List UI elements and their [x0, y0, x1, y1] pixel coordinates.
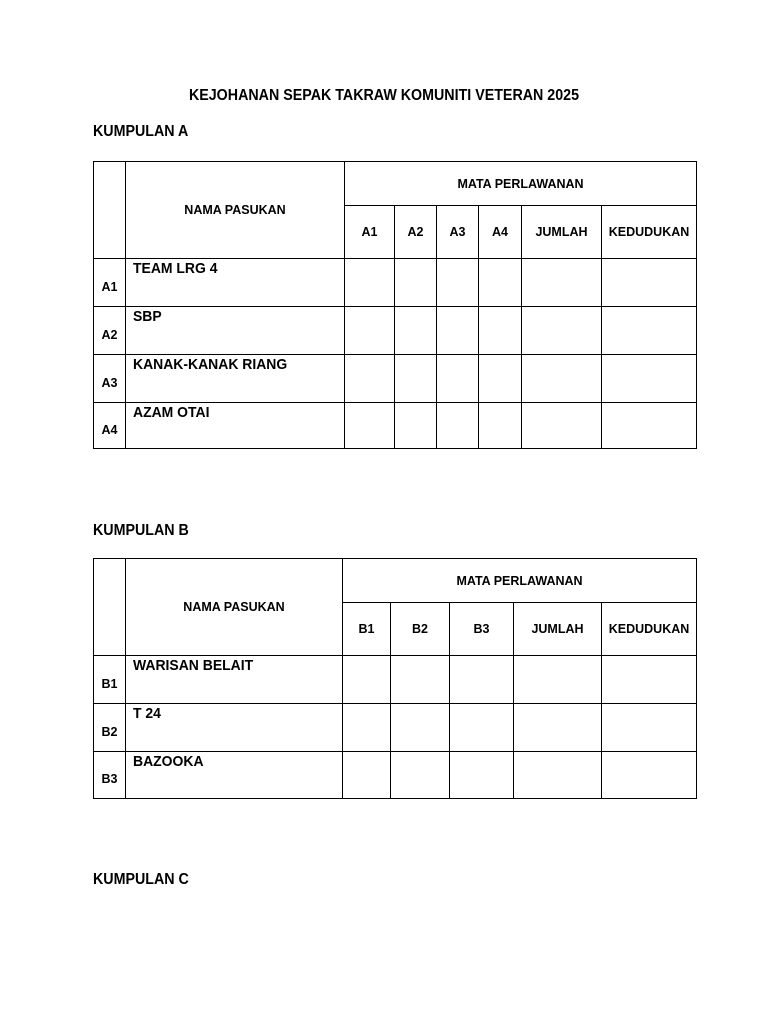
score-cell[interactable]	[437, 403, 479, 449]
column-header: B2	[391, 603, 450, 656]
table-row	[94, 704, 697, 752]
rank-cell[interactable]	[602, 752, 697, 799]
total-cell[interactable]	[522, 355, 602, 403]
score-cell[interactable]	[479, 403, 522, 449]
table-row	[94, 752, 697, 799]
column-header: B3	[450, 603, 514, 656]
matches-header: MATA PERLAWANAN	[345, 162, 697, 206]
document-title: KEJOHANAN SEPAK TAKRAW KOMUNITI VETERAN 2025	[188, 87, 580, 104]
team-code: B2	[94, 704, 126, 752]
group-b-table	[93, 558, 697, 799]
team-name: T 24	[133, 705, 161, 722]
score-cell[interactable]	[345, 307, 395, 355]
team-code: B1	[94, 656, 126, 704]
score-cell[interactable]	[395, 355, 437, 403]
team-code: A2	[94, 307, 126, 355]
rank-cell[interactable]	[602, 403, 697, 449]
rank-cell[interactable]	[602, 307, 697, 355]
header-row	[94, 559, 697, 603]
score-cell[interactable]	[391, 704, 450, 752]
table-row	[94, 355, 697, 403]
team-name: AZAM OTAI	[133, 404, 210, 421]
score-cell[interactable]	[437, 355, 479, 403]
team-code: A3	[94, 355, 126, 403]
team-code: B3	[94, 752, 126, 799]
rank-cell[interactable]	[602, 259, 697, 307]
column-header: A4	[479, 206, 522, 259]
score-cell[interactable]	[343, 656, 391, 704]
score-cell[interactable]	[391, 656, 450, 704]
team-code: A1	[94, 259, 126, 307]
score-cell[interactable]	[479, 355, 522, 403]
team-name: SBP	[133, 308, 162, 325]
team-code: A4	[94, 403, 126, 449]
score-cell[interactable]	[391, 752, 450, 799]
score-cell[interactable]	[345, 355, 395, 403]
team-column-header: NAMA PASUKAN	[126, 559, 343, 656]
team-name: BAZOOKA	[133, 753, 204, 770]
table-row	[94, 656, 697, 704]
group-b-heading: KUMPULAN B	[93, 522, 189, 539]
team-name: TEAM LRG 4	[133, 260, 218, 277]
score-cell[interactable]	[450, 656, 514, 704]
team-name: WARISAN BELAIT	[133, 657, 254, 674]
total-cell[interactable]	[522, 403, 602, 449]
table-row	[94, 259, 697, 307]
header-row	[94, 162, 697, 206]
score-cell[interactable]	[437, 307, 479, 355]
total-cell[interactable]	[522, 307, 602, 355]
score-cell[interactable]	[395, 403, 437, 449]
group-c-heading: KUMPULAN C	[93, 871, 189, 888]
column-header: B1	[343, 603, 391, 656]
column-header: A1	[345, 206, 395, 259]
score-cell[interactable]	[437, 259, 479, 307]
table-row	[94, 403, 697, 449]
score-cell[interactable]	[395, 307, 437, 355]
team-name: KANAK-KANAK RIANG	[133, 356, 288, 373]
matches-header: MATA PERLAWANAN	[343, 559, 697, 603]
table-row	[94, 307, 697, 355]
team-column-header: NAMA PASUKAN	[126, 162, 345, 259]
total-cell[interactable]	[514, 656, 602, 704]
group-a-table	[93, 161, 697, 449]
total-cell[interactable]	[514, 704, 602, 752]
total-cell[interactable]	[522, 259, 602, 307]
score-cell[interactable]	[345, 403, 395, 449]
score-cell[interactable]	[450, 752, 514, 799]
total-column-header: JUMLAH	[514, 603, 602, 656]
score-cell[interactable]	[479, 259, 522, 307]
rank-column-header: KEDUDUKAN	[602, 206, 697, 259]
corner-cell	[94, 559, 126, 656]
score-cell[interactable]	[479, 307, 522, 355]
column-header: A2	[395, 206, 437, 259]
score-cell[interactable]	[343, 752, 391, 799]
score-cell[interactable]	[345, 259, 395, 307]
corner-cell	[94, 162, 126, 259]
score-cell[interactable]	[395, 259, 437, 307]
group-a-heading: KUMPULAN A	[93, 123, 189, 140]
score-cell[interactable]	[450, 704, 514, 752]
rank-cell[interactable]	[602, 355, 697, 403]
score-cell[interactable]	[343, 704, 391, 752]
rank-cell[interactable]	[602, 704, 697, 752]
rank-cell[interactable]	[602, 656, 697, 704]
column-header: A3	[437, 206, 479, 259]
total-column-header: JUMLAH	[522, 206, 602, 259]
rank-column-header: KEDUDUKAN	[602, 603, 697, 656]
total-cell[interactable]	[514, 752, 602, 799]
